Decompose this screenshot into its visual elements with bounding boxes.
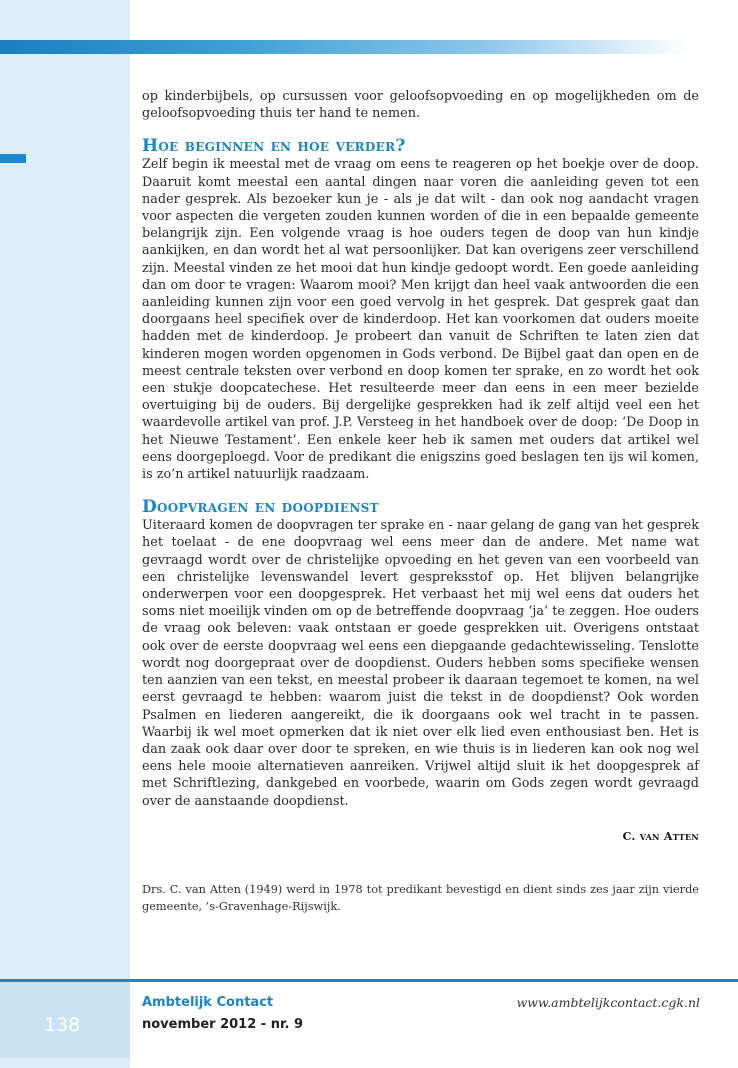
author-bio: Drs. C. van Atten (1949) werd in 1978 tot predikant bevestigd en dient sinds zes jaar zijn vierde gemeente, ’s-Gravenhage-Rijswijk. — [142, 882, 699, 913]
section-2-paragraph: Uiteraard komen de doopvragen ter sprake en - naar gelang de gang van het gesprek het toelaat - de ene doopvraag wel eens meer dan de andere. Met name wat gevraagd wordt over de christelijke opvoeding en het geven van een voorbeeld van een christelijke levenswandel levert gespreksstof op. Het blijven belangrijke onderwerpen voor een doopgesprek. Het verbaast het mij wel eens dat ouders het soms niet moeilijk vinden om op de betreffende doopvraag ‘ja’ te zeggen. Hoe ouders de vraag ook beleven: vaak ontstaan er goede gesprekken uit. Overigens ontstaat ook over de eerste doopvraag wel eens een diepgaande gedachtewisseling. Tenslotte wordt nog doorgepraat over de doopdienst. Ouders hebben soms specifieke wensen ten aanzien van een tekst, en meestal probeer ik daaraan tegemoet te komen, na wel eerst gevraagd te hebben: waarom juist die tekst in de doopdienst? Ook worden Psalmen en liederen aangereikt, die ik doorgaans ook wel tracht in te passen. Waarbij ik wel moet opmerken dat ik niet over elk lied even enthousiast ben. Het is dan zaak ook daar over door te spreken, en wie thuis is in liederen kan ook nog wel eens hele mooie alternatieven aanreiken. Vrijwel altijd sluit ik het doopgesprek af met Schriftlezing, dankgebed en voorbede, waarin om Gods zegen wordt gevraagd over de aanstaande doopdienst. — [142, 518, 699, 809]
header-gradient-bar — [0, 40, 690, 54]
article-body — [142, 88, 699, 915]
section-heading-2: Doopvragen en doopdienst — [142, 497, 379, 518]
magazine-title: Ambtelijk Contact — [142, 995, 274, 1010]
author-signature: C. van Atten — [622, 829, 699, 843]
section-marker — [0, 154, 26, 163]
section-1-paragraph: Zelf begin ik meestal met de vraag om eens te reageren op het boekje over de doop. Daaruit komt meestal een aantal dingen naar voren die aanleiding geven tot een nader gesprek. Als bezoeker kun je - als je dat wilt - dan ook nog aandacht vragen voor aspecten die vergeten zouden kunnen worden of die in een bepaalde gemeente belangrijk zijn. Een volgende vraag is hoe ouders tegen de doop van hun kindje aankijken, en dan wordt het al wat persoonlijker. Dat kan overigens zeer verschillend zijn. Meestal vinden ze het mooi dat hun kindje gedoopt wordt. Een goede aanleiding dan om door te vragen: Waarom mooi? Men krijgt dan heel vaak antwoorden die een aanleiding kunnen zijn voor een goed vervolg in het gesprek. Dat gesprek gaat dan doorgaans heel specifiek over de kinderdoop. Het kan voorkomen dat ouders moeite hadden met de kinderdoop. Je probeert dan vanuit de Schriften te laten zien dat kinderen mogen worden opgenomen in Gods verbond. De Bijbel gaat dan open en de meest centrale teksten over verbond en doop komen ter sprake, en zo wordt het ook een stukje doopcatechese. Het resulteerde meer dan eens in een meer bezielde overtuiging bij de ouders. Bij dergelijke gesprekken had ik zelf altijd veel een het waardevolle artikel van prof. J.P. Versteeg in het handboek over de doop: ‘De Doop in het Nieuwe Testament’. Een enkele keer heb ik samen met ouders dat artikel wel eens doorgeploegd. Voor de predikant die enigszins goed beslagen ten ijs wil komen, is zo’n artikel natuurlijk raadzaam. — [142, 157, 699, 483]
page-number: 138 — [44, 1014, 81, 1036]
website-link[interactable]: www.ambtelijkcontact.cgk.nl — [516, 995, 700, 1010]
intro-paragraph: op kinderbijbels, op cursussen voor geloofsopvoeding en op mogelijkheden om de geloofsopvoeding thuis ter hand te nemen. — [142, 89, 699, 122]
section-heading-1: Hoe beginnen en hoe verder? — [142, 136, 406, 157]
issue-label: november 2012 - nr. 9 — [142, 1017, 304, 1032]
